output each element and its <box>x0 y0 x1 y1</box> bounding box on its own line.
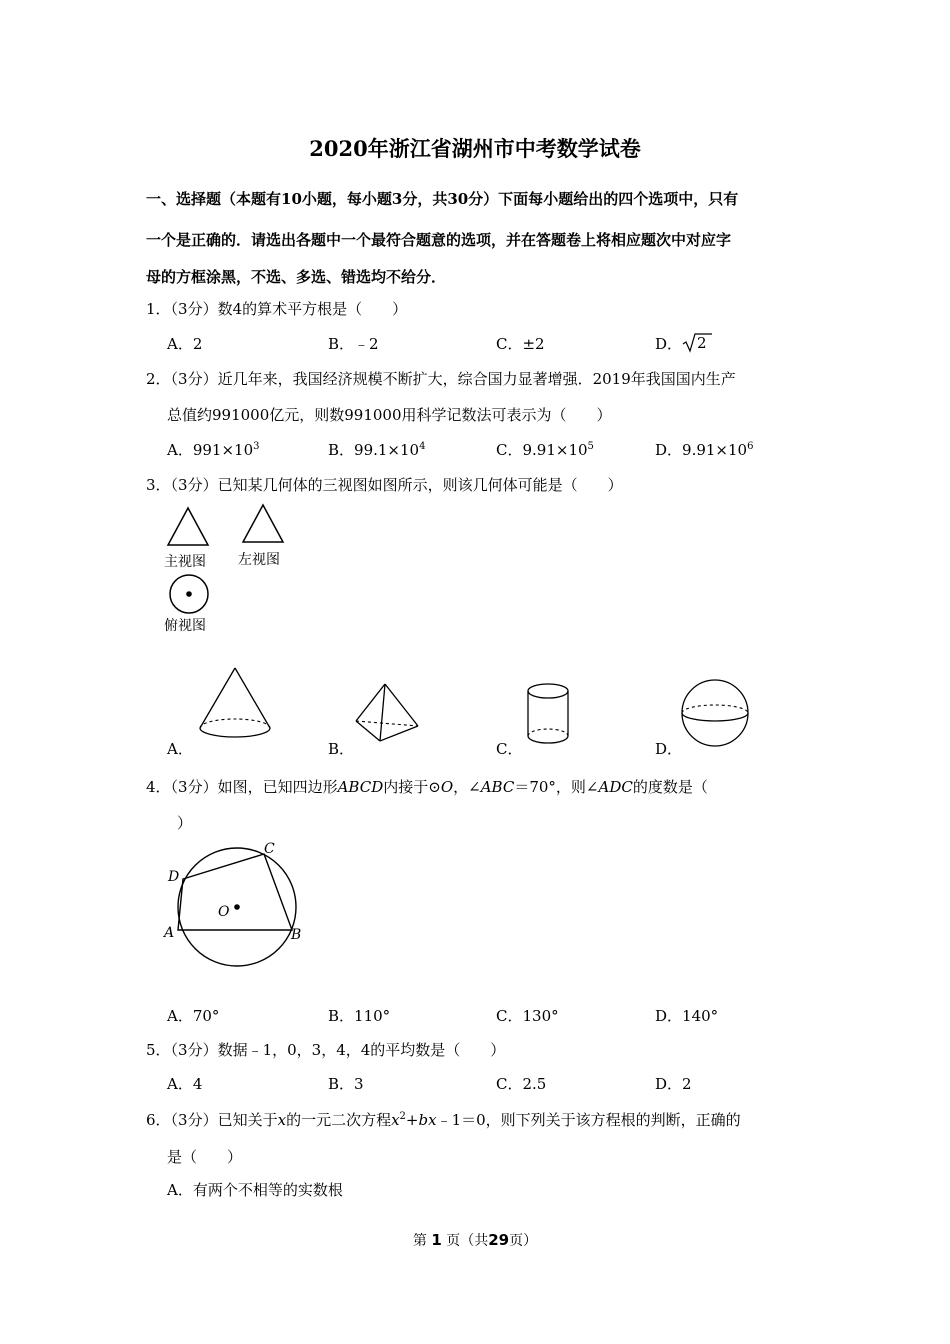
page-total: 29 <box>488 1231 510 1249</box>
q4-option-a: A．70° <box>167 1007 220 1025</box>
question-4-line1: 4．（3分）如图，已知四边形ABCD内接于⊙O，∠ABC＝70°，则∠ADC的度数是（ <box>146 778 708 796</box>
sqrt-symbol-icon <box>682 334 712 352</box>
q3-option-c: C． <box>496 740 523 758</box>
top-view-label: 俯视图 <box>164 618 206 634</box>
q1-option-b: B．﹣2 <box>328 335 379 353</box>
triangular-pyramid-icon <box>350 680 425 750</box>
question-4-line2: ） <box>177 814 193 832</box>
q2-option-a: A．$991\times 10^3$ <box>167 441 260 459</box>
question-6-line2: 是（ ） <box>167 1148 243 1166</box>
q5-option-b: B．3 <box>328 1075 364 1093</box>
point-a-label: A <box>164 925 175 941</box>
q2-option-b: B．$99.1\times 10^4$ <box>328 441 426 459</box>
question-2-line2: 总值约991000亿元，则数991000用科学记数法可表示为（ ） <box>167 406 612 424</box>
inscribed-quadrilateral-diagram <box>165 843 315 973</box>
q3-option-d: D． <box>655 740 683 758</box>
cone-icon <box>195 663 285 748</box>
point-b-label: B <box>291 927 302 943</box>
point-d-label: D <box>168 869 180 885</box>
page-number: 1 <box>431 1231 442 1249</box>
q1-option-c: C．±2 <box>496 335 545 353</box>
question-1-stem: 1．（3分）数4的算术平方根是（ ） <box>146 300 408 318</box>
q1-option-a: A．2 <box>167 335 203 353</box>
q4-option-c: C．130° <box>496 1007 559 1025</box>
q1-option-d <box>655 333 712 354</box>
section-heading-line3: 母的方框涂黑，不选、多选、错选均不给分． <box>146 268 447 286</box>
section-heading-line1: 一、选择题（本题有10小题，每小题3分，共30分）下面每小题给出的四个选项中，只有 <box>146 190 739 208</box>
q3-option-a: A． <box>167 740 193 758</box>
q5-option-d: D．2 <box>655 1075 692 1093</box>
point-o-label: O <box>218 904 230 920</box>
point-c-label: C <box>264 841 275 857</box>
q1-option-d-prefix: D． <box>655 335 683 353</box>
page-title: 2020年浙江省湖州市中考数学试卷 <box>309 136 641 161</box>
front-view-triangle-icon <box>165 505 215 550</box>
q4-option-b: B．110° <box>328 1007 391 1025</box>
section-heading-line2: 一个是正确的．请选出各题中一个最符合题意的选项，并在答题卷上将相应题次中对应字 <box>146 231 732 249</box>
top-view-circle-icon <box>167 572 213 618</box>
q6-option-a: A．有两个不相等的实数根 <box>167 1181 343 1199</box>
q3-option-b: B． <box>328 740 355 758</box>
q5-option-c: C．2.5 <box>496 1075 547 1093</box>
q2-option-d: D．$9.91\times 10^6$ <box>655 441 754 459</box>
question-2-line1: 2．（3分）近几年来，我国经济规模不断扩大，综合国力显著增强．2019年我国国内生产 <box>146 370 736 388</box>
sphere-icon <box>680 678 755 753</box>
q5-option-a: A．4 <box>167 1075 203 1093</box>
left-view-label: 左视图 <box>238 552 280 568</box>
q2-option-c: C．$9.91\times 10^5$ <box>496 441 594 459</box>
page-footer: 第 1 页（共29页） <box>412 1231 538 1249</box>
left-view-triangle-icon <box>240 502 290 547</box>
question-3-stem: 3．（3分）已知某几何体的三视图如图所示，则该几何体可能是（ ） <box>146 476 623 494</box>
q1-option-d-radicand: 2 <box>697 334 707 352</box>
question-5-stem: 5．（3分）数据﹣1，0，3，4，4的平均数是（ ） <box>146 1041 506 1059</box>
q4-option-d: D．140° <box>655 1007 719 1025</box>
front-view-label: 主视图 <box>164 554 206 570</box>
cylinder-icon <box>524 680 579 760</box>
question-6-line1: 6．（3分）已知关于x的一元二次方程$x^2+bx﹣1=0$，则下列关于该方程根的判断，正确的 <box>146 1111 741 1129</box>
